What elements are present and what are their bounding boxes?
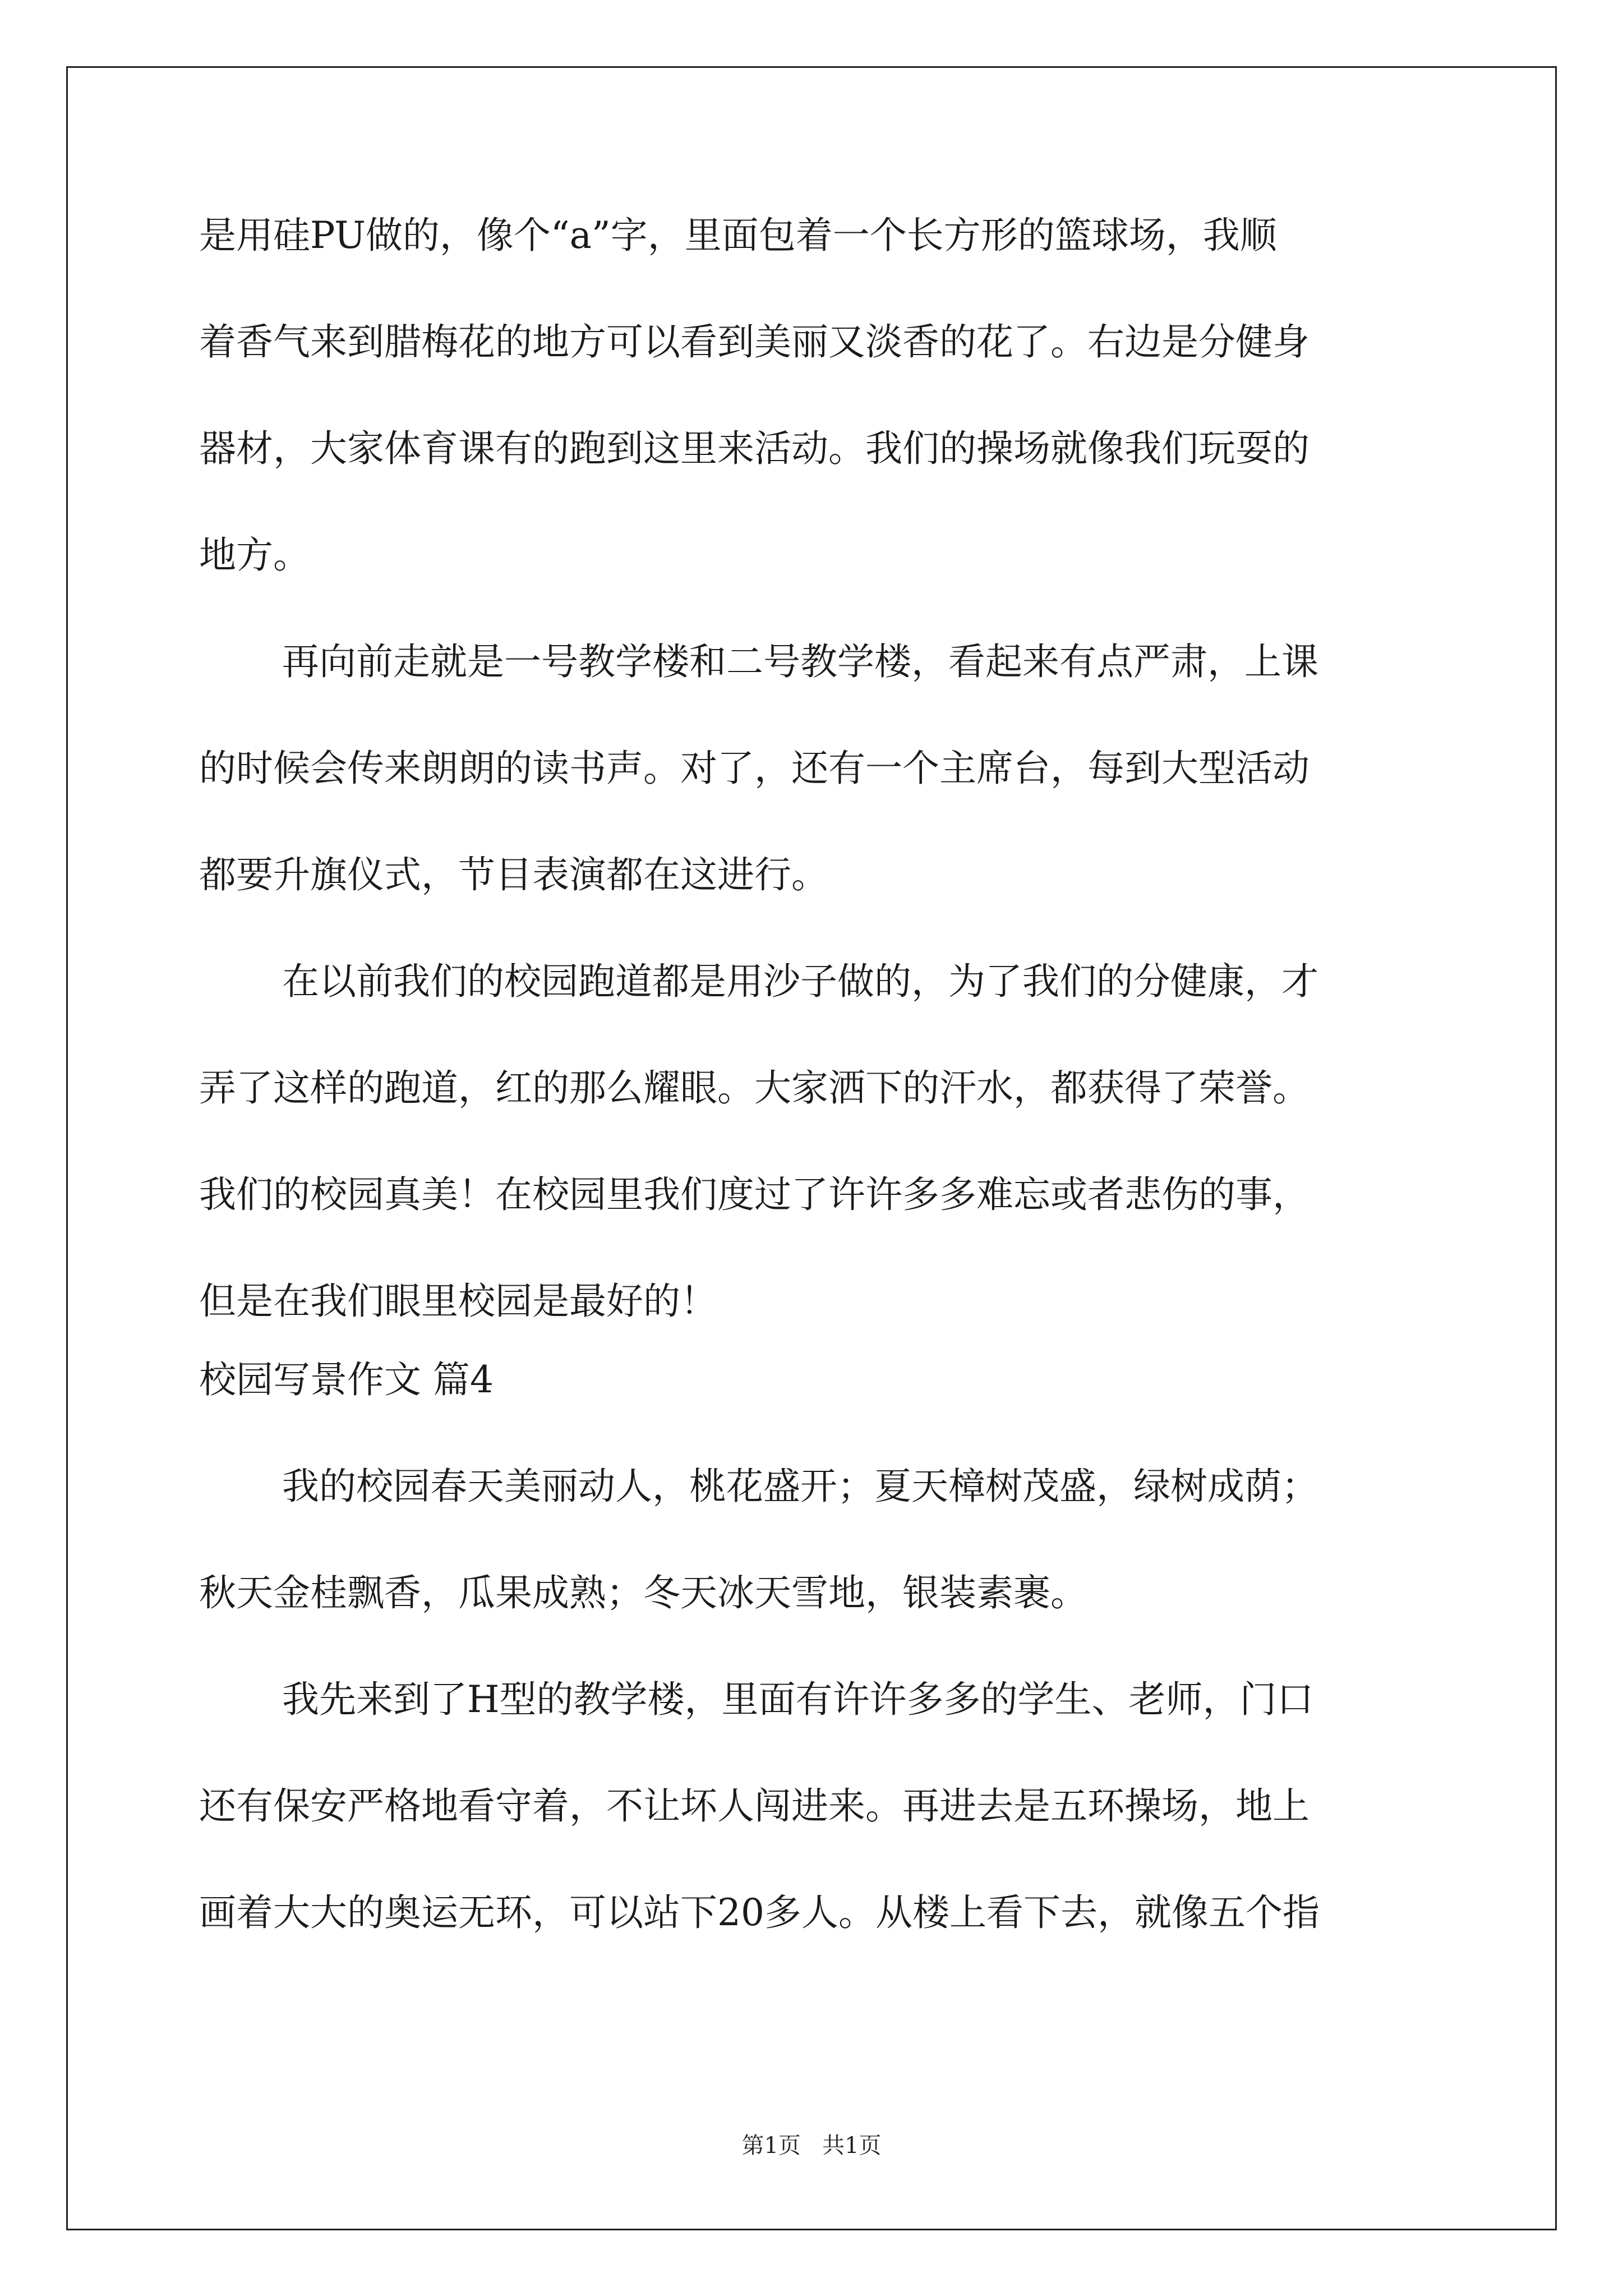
text-line: 弄了这样的跑道，红的那么耀眼。大家洒下的汗水，都获得了荣誉。 xyxy=(199,1066,1310,1110)
text-line: 是用硅PU做的，像个“a”字，里面包着一个长方形的篮球场，我顺 xyxy=(199,214,1277,257)
text-line: 的时候会传来朗朗的读书声。对了，还有一个主席台，每到大型活动 xyxy=(199,747,1310,790)
line-spacer xyxy=(199,1010,1427,1060)
line-spacer xyxy=(199,1223,1427,1273)
line-spacer xyxy=(199,370,1427,421)
line-spacer xyxy=(199,1408,1427,1458)
line-spacer xyxy=(199,1834,1427,1885)
line-spacer xyxy=(199,903,1427,954)
line-spacer xyxy=(199,583,1427,634)
line-spacer xyxy=(199,1621,1427,1672)
text-line: 地方。 xyxy=(199,533,310,577)
line-spacer xyxy=(199,1116,1427,1167)
text-line: 着香气来到腊梅花的地方可以看到美丽又淡香的花了。右边是分健身 xyxy=(199,320,1310,364)
text-line: 器材，大家体育课有的跑到这里来活动。我们的操场就像我们玩耍的 xyxy=(199,427,1310,470)
text-line: 还有保安严格地看守着，不让坏人闯进来。再进去是五环操场，地上 xyxy=(199,1784,1310,1828)
line-spacer xyxy=(199,264,1427,314)
page-footer: 第1页 共1页 xyxy=(741,2133,882,2159)
document-body xyxy=(199,208,1427,1941)
text-line: 但是在我们眼里校园是最好的！ xyxy=(199,1280,717,1323)
text-line: 再向前走就是一号教学楼和二号教学楼，看起来有点严肃，上课 xyxy=(282,640,1318,683)
text-line: 我的校园春天美丽动人，桃花盛开；夏天樟树茂盛，绿树成荫； xyxy=(282,1465,1318,1508)
text-line: 秋天金桂飘香，瓜果成熟；冬天冰天雪地，银装素裹。 xyxy=(199,1571,1087,1614)
text-line: 都要升旗仪式，节目表演都在这进行。 xyxy=(199,853,828,896)
line-spacer xyxy=(199,690,1427,740)
line-spacer xyxy=(199,1728,1427,1778)
line-spacer xyxy=(199,797,1427,847)
text-line: 我先来到了H型的教学楼，里面有许许多多的学生、老师，门口 xyxy=(282,1678,1314,1721)
text-line: 我们的校园真美！在校园里我们度过了许许多多难忘或者悲伤的事， xyxy=(199,1173,1310,1216)
line-spacer xyxy=(199,1329,1427,1352)
section-heading: 校园写景作文 篇4 xyxy=(199,1358,494,1401)
line-spacer xyxy=(199,1515,1427,1565)
text-line: 在以前我们的校园跑道都是用沙子做的，为了我们的分健康，才 xyxy=(282,960,1318,1003)
line-spacer xyxy=(199,477,1427,527)
text-line: 画着大大的奥运无环，可以站下20多人。从楼上看下去，就像五个指 xyxy=(199,1891,1320,1934)
